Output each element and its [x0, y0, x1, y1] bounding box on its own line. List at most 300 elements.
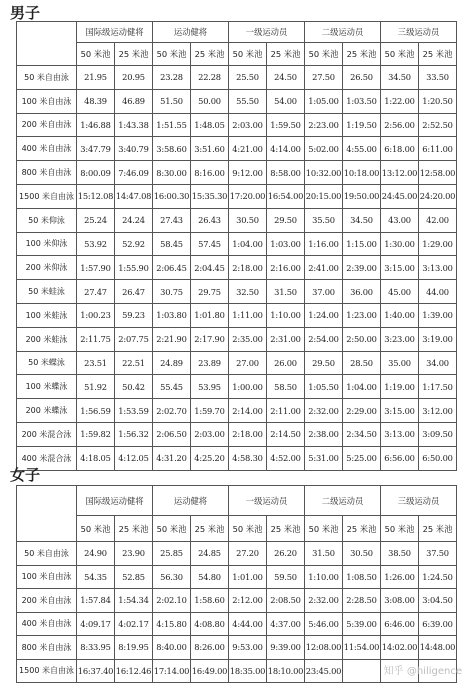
time-cell: 2:11.75: [77, 327, 115, 351]
time-cell: 16:49.00: [191, 659, 229, 683]
men-standards-table: [16, 21, 457, 471]
pool-length-header: 50 米池: [229, 43, 267, 66]
time-cell: 5:39.00: [343, 612, 381, 636]
time-cell: 4:08.80: [191, 612, 229, 636]
table-row: [17, 636, 457, 660]
time-cell: 3:13.00: [381, 422, 419, 446]
time-cell: 4:37.00: [267, 612, 305, 636]
table-row: [17, 399, 457, 423]
time-cell: 3:19.00: [419, 327, 457, 351]
time-cell: 2:17.90: [191, 327, 229, 351]
time-cell: 28.50: [343, 351, 381, 375]
time-cell: 1:54.34: [115, 589, 153, 613]
time-cell: 4:44.00: [229, 612, 267, 636]
time-cell: 2:50.00: [343, 327, 381, 351]
time-cell: 2:32.00: [305, 399, 343, 423]
time-cell: 17:20.00: [229, 184, 267, 208]
time-cell: 16:54.00: [267, 184, 305, 208]
time-cell: 16:37.40: [77, 659, 115, 683]
time-cell: 27.00: [229, 351, 267, 375]
time-cell: 26.50: [343, 66, 381, 90]
time-cell: 30.50: [229, 208, 267, 232]
time-cell: 18:35.00: [229, 659, 267, 683]
time-cell: 31.50: [267, 280, 305, 304]
event-name-cell: 100 米自由泳: [17, 89, 77, 113]
event-name-cell: 50 米仰泳: [17, 208, 77, 232]
table-row: [17, 89, 457, 113]
time-cell: 26.00: [267, 351, 305, 375]
time-cell: 2:06.50: [153, 422, 191, 446]
time-cell: 2:06.45: [153, 256, 191, 280]
time-cell: 3:12.00: [419, 399, 457, 423]
time-cell: 24.90: [77, 542, 115, 566]
time-cell: 3:23.00: [381, 327, 419, 351]
time-cell: 58.45: [153, 232, 191, 256]
time-cell: 26.43: [191, 208, 229, 232]
time-cell: 16:12.46: [115, 659, 153, 683]
time-cell: 2:18.00: [229, 256, 267, 280]
level-header: 二级运动员: [305, 486, 381, 516]
time-cell: 1:01.80: [191, 303, 229, 327]
time-cell: 15:12.08: [77, 184, 115, 208]
time-cell: 2:52.50: [419, 113, 457, 137]
table-row: [17, 565, 457, 589]
event-name-cell: 1500 米自由泳: [17, 659, 77, 683]
time-cell: 3:47.79: [77, 137, 115, 161]
time-cell: 4:31.20: [153, 446, 191, 470]
time-cell: 8:26.00: [191, 636, 229, 660]
time-cell: 16:00.30: [153, 184, 191, 208]
header-corner-cell: [17, 486, 77, 542]
time-cell: 13:12.00: [381, 161, 419, 185]
time-cell: 5:46.00: [305, 612, 343, 636]
time-cell: 5:25.00: [343, 446, 381, 470]
time-cell: 1:04.00: [343, 375, 381, 399]
time-cell: 1:59.70: [191, 399, 229, 423]
table-row: [17, 422, 457, 446]
time-cell: 10:18.00: [343, 161, 381, 185]
pool-length-header: 25 米池: [343, 43, 381, 66]
time-cell: 35.00: [381, 351, 419, 375]
time-cell: 6:56.00: [381, 446, 419, 470]
time-cell: 7:46.09: [115, 161, 153, 185]
time-cell: 1:22.00: [381, 89, 419, 113]
time-cell: 2:08.50: [267, 589, 305, 613]
level-header: 三级运动员: [381, 22, 457, 43]
event-name-cell: 200 米自由泳: [17, 113, 77, 137]
time-cell: 14:02.00: [381, 636, 419, 660]
time-cell: 2:41.00: [305, 256, 343, 280]
time-cell: 17:14.00: [153, 659, 191, 683]
event-name-cell: 800 米自由泳: [17, 161, 77, 185]
time-cell: 29.75: [191, 280, 229, 304]
pool-length-header: 25 米池: [191, 516, 229, 542]
pool-length-header: 25 米池: [115, 43, 153, 66]
time-cell: 1:04.00: [229, 232, 267, 256]
time-cell: 1:08.50: [343, 565, 381, 589]
time-cell: 2:32.00: [305, 589, 343, 613]
time-cell: 4:55.00: [343, 137, 381, 161]
event-name-cell: 800 米自由泳: [17, 636, 77, 660]
event-name-cell: 200 米自由泳: [17, 589, 77, 613]
time-cell: 37.50: [419, 542, 457, 566]
time-cell: 1:57.84: [77, 589, 115, 613]
pool-length-header: 25 米池: [267, 516, 305, 542]
time-cell: 9:53.00: [229, 636, 267, 660]
time-cell: 30.50: [343, 542, 381, 566]
table-row: [17, 66, 457, 90]
time-cell: 1:15.00: [343, 232, 381, 256]
time-cell: 1:05.00: [305, 89, 343, 113]
table-row: [17, 303, 457, 327]
table-row: [17, 327, 457, 351]
time-cell: 22.51: [115, 351, 153, 375]
time-cell: 4:58.30: [229, 446, 267, 470]
time-cell: 2:38.00: [305, 422, 343, 446]
time-cell: 33.50: [419, 66, 457, 90]
time-cell: 26.20: [267, 542, 305, 566]
time-cell: 14:48.00: [419, 636, 457, 660]
time-cell: 1:10.00: [305, 565, 343, 589]
time-cell: 26.47: [115, 280, 153, 304]
time-cell: 2:16.00: [267, 256, 305, 280]
time-cell: 9:39.00: [267, 636, 305, 660]
time-cell: 38.50: [381, 542, 419, 566]
time-cell: 1:05.50: [305, 375, 343, 399]
pool-length-header: 25 米池: [419, 43, 457, 66]
time-cell: 37.00: [305, 280, 343, 304]
level-header: 运动健将: [153, 22, 229, 43]
level-header: 国际级运动健将: [77, 22, 153, 43]
time-cell: 1:20.50: [419, 89, 457, 113]
pool-length-header: 25 米池: [419, 516, 457, 542]
time-cell: 34.50: [343, 208, 381, 232]
event-name-cell: 200 米蛙泳: [17, 327, 77, 351]
table-row: [17, 184, 457, 208]
event-name-cell: 100 米蛙泳: [17, 303, 77, 327]
table-row: [17, 612, 457, 636]
table-row: [17, 113, 457, 137]
time-cell: 1:53.59: [115, 399, 153, 423]
time-cell: 1:57.90: [77, 256, 115, 280]
time-cell: 24:20.00: [419, 184, 457, 208]
time-cell: 48.39: [77, 89, 115, 113]
table-row: [17, 280, 457, 304]
table-row: [17, 542, 457, 566]
time-cell: 8:40.00: [153, 636, 191, 660]
time-cell: 8:33.95: [77, 636, 115, 660]
time-cell: 1:24.00: [305, 303, 343, 327]
pool-length-header: 50 米池: [77, 43, 115, 66]
event-name-cell: 200 米蝶泳: [17, 399, 77, 423]
time-cell: 59.23: [115, 303, 153, 327]
time-cell: 27.20: [229, 542, 267, 566]
time-cell: 1:10.00: [267, 303, 305, 327]
time-cell: 19:50.00: [343, 184, 381, 208]
time-cell: 2:14.50: [267, 422, 305, 446]
time-cell: 2:07.75: [115, 327, 153, 351]
time-cell: 8:19.95: [115, 636, 153, 660]
time-cell: 36.00: [343, 280, 381, 304]
time-cell: 2:29.00: [343, 399, 381, 423]
time-cell: 52.85: [115, 565, 153, 589]
time-cell: 25.50: [229, 66, 267, 90]
event-name-cell: 400 米自由泳: [17, 137, 77, 161]
table-row: [17, 137, 457, 161]
time-cell: 12:58.00: [419, 161, 457, 185]
time-cell: 2:04.45: [191, 256, 229, 280]
time-cell: 27.47: [77, 280, 115, 304]
time-cell: 25.24: [77, 208, 115, 232]
time-cell: 2:14.00: [229, 399, 267, 423]
pool-length-header: 25 米池: [267, 43, 305, 66]
event-name-cell: 1500 米自由泳: [17, 184, 77, 208]
time-cell: 6:11.00: [419, 137, 457, 161]
time-cell: 2:18.00: [229, 422, 267, 446]
time-cell: 53.95: [191, 375, 229, 399]
pool-length-header: 50 米池: [77, 516, 115, 542]
time-cell: 6:39.00: [419, 612, 457, 636]
event-name-cell: 50 米蛙泳: [17, 280, 77, 304]
time-cell: 51.92: [77, 375, 115, 399]
time-cell: 56.30: [153, 565, 191, 589]
time-cell: 5:31.00: [305, 446, 343, 470]
event-name-cell: 400 米混合泳: [17, 446, 77, 470]
time-cell: 46.89: [115, 89, 153, 113]
time-cell: 2:34.50: [343, 422, 381, 446]
event-name-cell: 200 米混合泳: [17, 422, 77, 446]
time-cell: 1:58.60: [191, 589, 229, 613]
time-cell: 24.89: [153, 351, 191, 375]
time-cell: 24.85: [191, 542, 229, 566]
time-cell: 21.95: [77, 66, 115, 90]
time-cell: 2:35.00: [229, 327, 267, 351]
time-cell: 1:19.50: [343, 113, 381, 137]
time-cell: 4:12.05: [115, 446, 153, 470]
time-cell: 1:55.90: [115, 256, 153, 280]
time-cell: 1:16.00: [305, 232, 343, 256]
time-cell: 1:56.32: [115, 422, 153, 446]
time-cell: 2:11.00: [267, 399, 305, 423]
time-cell: 20.95: [115, 66, 153, 90]
table-row: [17, 208, 457, 232]
time-cell: 5:02.00: [305, 137, 343, 161]
time-cell: 2:54.00: [305, 327, 343, 351]
time-cell: 29.50: [305, 351, 343, 375]
time-cell: 59.50: [267, 565, 305, 589]
time-cell: 2:31.00: [267, 327, 305, 351]
time-cell: 54.80: [191, 565, 229, 589]
time-cell: 4:52.00: [267, 446, 305, 470]
time-cell: 34.00: [419, 351, 457, 375]
time-cell: 58.50: [267, 375, 305, 399]
time-cell: 1:29.00: [419, 232, 457, 256]
time-cell: 2:23.00: [305, 113, 343, 137]
time-cell: 4:15.80: [153, 612, 191, 636]
women-standards-table: [16, 485, 457, 683]
time-cell: 24.50: [267, 66, 305, 90]
time-cell: 1:59.50: [267, 113, 305, 137]
time-cell: 1:03.00: [267, 232, 305, 256]
time-cell: 53.92: [77, 232, 115, 256]
time-cell: 4:14.00: [267, 137, 305, 161]
time-cell: 25.85: [153, 542, 191, 566]
pool-length-header: 50 米池: [305, 516, 343, 542]
time-cell: 27.50: [305, 66, 343, 90]
pool-length-header: 50 米池: [229, 516, 267, 542]
level-header: 一级运动员: [229, 22, 305, 43]
pool-length-header: 25 米池: [191, 43, 229, 66]
event-name-cell: 100 米自由泳: [17, 565, 77, 589]
time-cell: 4:09.17: [77, 612, 115, 636]
time-cell: 6:18.00: [381, 137, 419, 161]
time-cell: 23.90: [115, 542, 153, 566]
time-cell: 3:15.00: [381, 256, 419, 280]
time-cell: 23.89: [191, 351, 229, 375]
time-cell: 44.00: [419, 280, 457, 304]
table-row: [17, 256, 457, 280]
time-cell: 23.51: [77, 351, 115, 375]
time-cell: 9:12.00: [229, 161, 267, 185]
time-cell: 29.50: [267, 208, 305, 232]
time-cell: 2:39.00: [343, 256, 381, 280]
time-cell: 4:21.00: [229, 137, 267, 161]
time-cell: 4:25.20: [191, 446, 229, 470]
time-cell: 8:16.00: [191, 161, 229, 185]
time-cell: 1:43.38: [115, 113, 153, 137]
event-name-cell: 50 米蝶泳: [17, 351, 77, 375]
time-cell: 54.35: [77, 565, 115, 589]
time-cell: 6:50.00: [419, 446, 457, 470]
time-cell: 3:51.60: [191, 137, 229, 161]
time-cell: 2:03.00: [191, 422, 229, 446]
time-cell: 1:03.50: [343, 89, 381, 113]
pool-length-header: 50 米池: [153, 43, 191, 66]
time-cell: 15:35.30: [191, 184, 229, 208]
time-cell: 3:08.00: [381, 589, 419, 613]
time-cell: 54.00: [267, 89, 305, 113]
time-cell: 1:56.59: [77, 399, 115, 423]
table-row: [17, 161, 457, 185]
time-cell: 10:32.00: [305, 161, 343, 185]
time-cell: 2:56.00: [381, 113, 419, 137]
time-cell: 42.00: [419, 208, 457, 232]
level-header: 三级运动员: [381, 486, 457, 516]
women-section-title: 女子: [10, 466, 41, 484]
time-cell: 1:24.50: [419, 565, 457, 589]
time-cell: 34.50: [381, 66, 419, 90]
time-cell: 1:23.00: [343, 303, 381, 327]
time-cell: 3:13.00: [419, 256, 457, 280]
level-header: 二级运动员: [305, 22, 381, 43]
time-cell: 1:40.00: [381, 303, 419, 327]
time-cell: 1:26.00: [381, 565, 419, 589]
time-cell: 1:59.82: [77, 422, 115, 446]
men-section-title: 男子: [10, 4, 41, 22]
time-cell: 55.50: [229, 89, 267, 113]
time-cell: 4:02.17: [115, 612, 153, 636]
pool-length-header: 50 米池: [381, 516, 419, 542]
event-name-cell: 50 米自由泳: [17, 542, 77, 566]
table-row: [17, 232, 457, 256]
time-cell: 27.43: [153, 208, 191, 232]
time-cell: 1:03.80: [153, 303, 191, 327]
time-cell: 23:45.00: [305, 659, 343, 683]
time-cell: 45.00: [381, 280, 419, 304]
time-cell: 24:45.00: [381, 184, 419, 208]
pool-length-header: 25 米池: [343, 516, 381, 542]
pool-length-header: 50 米池: [381, 43, 419, 66]
level-header: 国际级运动健将: [77, 486, 153, 516]
time-cell: 55.45: [153, 375, 191, 399]
time-cell: 8:30.00: [153, 161, 191, 185]
time-cell: 1:48.05: [191, 113, 229, 137]
time-cell: 1:00.00: [229, 375, 267, 399]
time-cell: 8:00.09: [77, 161, 115, 185]
time-cell: 35.50: [305, 208, 343, 232]
time-cell: 57.45: [191, 232, 229, 256]
table-row: [17, 351, 457, 375]
event-name-cell: 400 米自由泳: [17, 612, 77, 636]
time-cell: 2:02.10: [153, 589, 191, 613]
event-name-cell: 100 米蝶泳: [17, 375, 77, 399]
event-name-cell: 200 米仰泳: [17, 256, 77, 280]
time-cell: 2:21.90: [153, 327, 191, 351]
level-header: 一级运动员: [229, 486, 305, 516]
time-cell: 30.75: [153, 280, 191, 304]
time-cell: 43.00: [381, 208, 419, 232]
time-cell: 20:15.00: [305, 184, 343, 208]
time-cell: 1:51.55: [153, 113, 191, 137]
time-cell: 52.92: [115, 232, 153, 256]
time-cell: 4:18.05: [77, 446, 115, 470]
time-cell: 18:10.00: [267, 659, 305, 683]
pool-length-header: 25 米池: [115, 516, 153, 542]
time-cell: 1:19.00: [381, 375, 419, 399]
time-cell: 3:58.60: [153, 137, 191, 161]
time-cell: 1:39.00: [419, 303, 457, 327]
watermark-text: 知乎 @hiligence: [383, 666, 462, 677]
time-cell: 31.50: [305, 542, 343, 566]
time-cell: 2:28.50: [343, 589, 381, 613]
time-cell: 1:11.00: [229, 303, 267, 327]
time-cell: 50.42: [115, 375, 153, 399]
time-cell: 1:17.50: [419, 375, 457, 399]
time-cell: 14:47.08: [115, 184, 153, 208]
time-cell: 3:15.00: [381, 399, 419, 423]
event-name-cell: 50 米自由泳: [17, 66, 77, 90]
time-cell: 2:03.00: [229, 113, 267, 137]
table-row: [17, 446, 457, 470]
table-row: [17, 589, 457, 613]
time-cell: 1:46.88: [77, 113, 115, 137]
time-cell: 3:09.50: [419, 422, 457, 446]
time-cell: 6:46.00: [381, 612, 419, 636]
time-cell: 1:30.00: [381, 232, 419, 256]
time-cell: 1:01.00: [229, 565, 267, 589]
time-cell: 3:40.79: [115, 137, 153, 161]
pool-length-header: 50 米池: [153, 516, 191, 542]
time-cell: 8:58.00: [267, 161, 305, 185]
time-cell: 12:08.00: [305, 636, 343, 660]
time-cell: 2:02.70: [153, 399, 191, 423]
header-corner-cell: [17, 22, 77, 66]
time-cell: 32.50: [229, 280, 267, 304]
table-row: [17, 375, 457, 399]
time-cell: [343, 659, 381, 683]
time-cell: 50.00: [191, 89, 229, 113]
time-cell: 3:04.50: [419, 589, 457, 613]
